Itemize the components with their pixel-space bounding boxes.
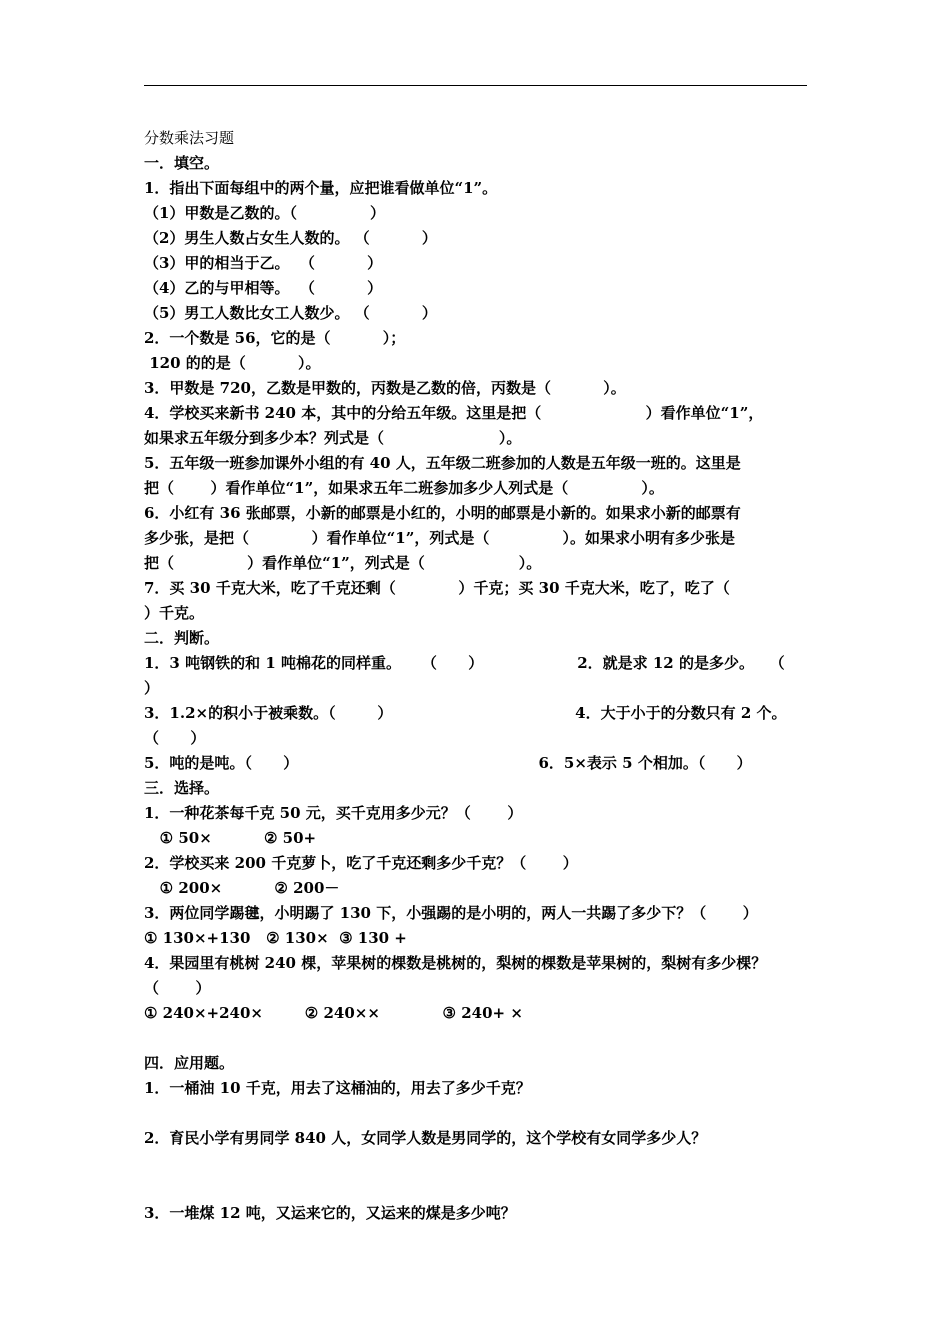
judge-3-4: 3．1.2×的积小于被乘数。（ ） 4．大于小于的分数只有 2 个。 xyxy=(144,704,787,722)
q1-item-2: （2）男生人数占女生人数的。 （ ） xyxy=(144,229,437,247)
judge-1-2: 1．3 吨钢铁的和 1 吨棉花的同样重。 （ ） 2．就是求 12 的是多少。 （ xyxy=(144,654,785,672)
choice-4-bracket: （ ） xyxy=(144,979,211,997)
q1-item-1: （1）甲数是乙数的。（ ） xyxy=(144,204,386,222)
section-2-heading: 二．判断。 xyxy=(144,629,220,647)
q1-item-3: （3）甲的相当于乙。 （ ） xyxy=(144,254,383,272)
q2-line-1: 2．一个数是 56，它的是（ ）； xyxy=(144,329,406,347)
q5-line-2: 把（ ）看作单位“1”，如果求五年二班参加多少人列式是（ ）。 xyxy=(144,479,664,497)
app-1: 1．一桶油 10 千克，用去了这桶油的，用去了多少千克？ xyxy=(144,1079,531,1097)
choice-3-options: ① 130×+130 ② 130× ③ 130 + xyxy=(144,929,407,947)
q6-line-1: 6．小红有 36 张邮票，小新的邮票是小红的，小明的邮票是小新的。如果求小新的邮票有 xyxy=(144,504,741,522)
q3-text: 3．甲数是 720，乙数是甲数的，丙数是乙数的倍，丙数是（ ）。 xyxy=(144,379,626,397)
q1-text: 1．指出下面每组中的两个量，应把谁看做单位“1”。 xyxy=(144,179,498,197)
choice-4-options: ① 240×+240× ② 240×× ③ 240+ × xyxy=(144,1004,523,1022)
q1-item-5: （5）男工人数比女工人数少。 （ ） xyxy=(144,304,437,322)
header-rule xyxy=(144,85,807,86)
section-1-heading: 一．填空。 xyxy=(144,154,220,172)
q4-line-1: 4．学校买来新书 240 本，其中的分给五年级。这里是把（ ）看作单位“1”， xyxy=(144,404,764,422)
choice-3: 3．两位同学踢毽，小明踢了 130 下，小强踢的是小明的，两人一共踢了多少下？（ ） xyxy=(144,904,758,922)
choice-1-options: ① 50× ② 50+ xyxy=(144,829,317,847)
judge-5-6: 5．吨的是吨。（ ） 6．5×表示 5 个相加。（ ） xyxy=(144,754,752,772)
choice-1: 1．一种花茶每千克 50 元，买千克用多少元？（ ） xyxy=(144,804,523,822)
q5-line-1: 5．五年级一班参加课外小组的有 40 人，五年级二班参加的人数是五年级一班的。这里是 xyxy=(144,454,741,472)
choice-2: 2．学校买来 200 千克萝卜，吃了千克还剩多少千克？（ ） xyxy=(144,854,578,872)
q7-line-2: ）千克。 xyxy=(144,604,205,622)
app-2: 2．育民小学有男同学 840 人，女同学人数是男同学的，这个学校有女同学多少人？ xyxy=(144,1129,707,1147)
judge-4-bracket: （ ） xyxy=(144,729,206,747)
app-3: 3．一堆煤 12 吨，又运来它的，又运来的煤是多少吨？ xyxy=(144,1204,516,1222)
doc-title: 分数乘法习题 xyxy=(144,129,235,147)
choice-2-options: ① 200× ② 200－ xyxy=(144,879,340,897)
q6-line-2: 多少张，是把（ ）看作单位“1”，列式是（ ）。如果求小明有多少张是 xyxy=(144,529,735,547)
q1-item-4: （4）乙的与甲相等。 （ ） xyxy=(144,279,383,297)
q4-line-2: 如果求五年级分到多少本？列式是（ ）。 xyxy=(144,429,522,447)
section-4-heading: 四．应用题。 xyxy=(144,1054,235,1072)
choice-4: 4．果园里有桃树 240 棵，苹果树的棵数是桃树的，梨树的棵数是苹果树的，梨树有多少棵？ xyxy=(144,954,767,972)
q2-line-2: 120 的的是（ ）。 xyxy=(144,354,321,372)
q6-line-3: 把（ ）看作单位“1”，列式是（ ）。 xyxy=(144,554,542,572)
section-3-heading: 三．选择。 xyxy=(144,779,220,797)
judge-2-bracket: ） xyxy=(144,679,160,697)
q7-line-1: 7．买 30 千克大米，吃了千克还剩（ ）千克；买 30 千克大米，吃了，吃了（ xyxy=(144,579,730,597)
